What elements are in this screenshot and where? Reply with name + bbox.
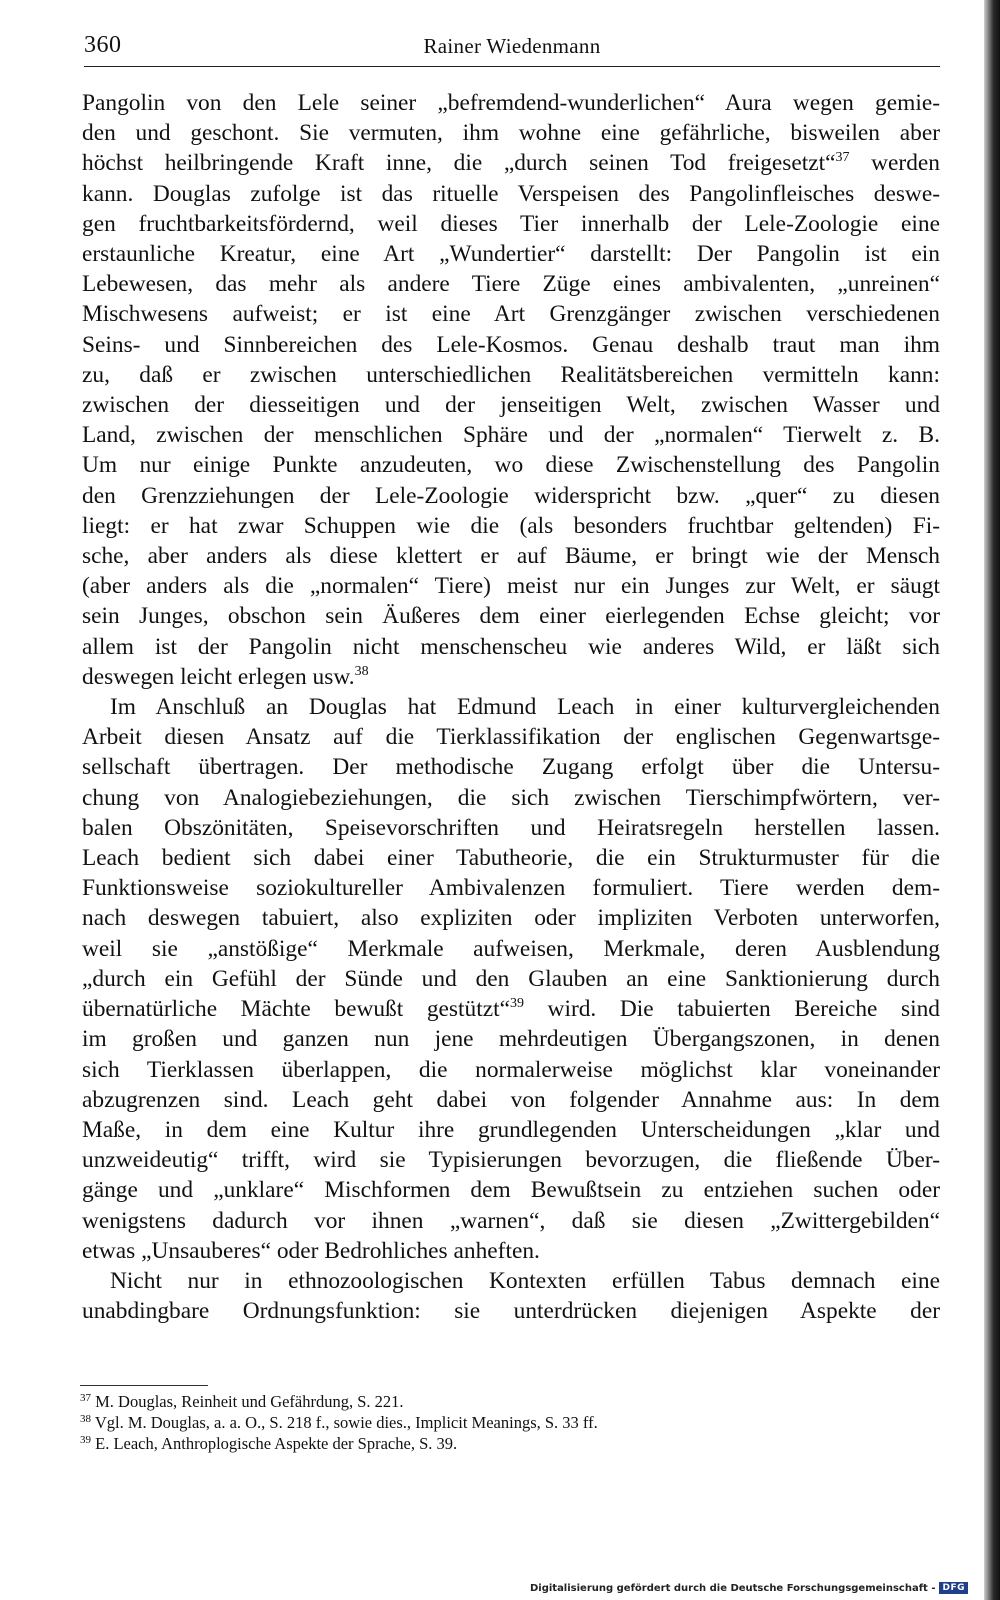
footnote-ref-38: 38 — [354, 663, 369, 679]
text-line: abzugrenzen sind. Leach geht dabei von folgender Annahme aus: In dem — [82, 1086, 940, 1113]
footnote-separator — [80, 1385, 208, 1386]
text-line: Maße, in dem eine Kultur ihre grundlegenden Unterscheidungen „klar und — [82, 1116, 940, 1143]
running-head: Rainer Wiedenmann — [423, 34, 601, 58]
text-line: zwischen der diesseitigen und der jenseitigen Welt, zwischen Wasser und — [82, 392, 940, 419]
footnote-text: M. Douglas, Reinheit und Gefährdung, S. 221. — [95, 1392, 404, 1411]
paragraph-2 — [82, 692, 940, 1266]
text-line: deswegen leicht erlegen usw.$^{38}$ — [82, 663, 369, 690]
footnote-ref-37: 37 — [835, 150, 850, 166]
footnote-number: 37 — [80, 1392, 91, 1404]
text-line: im großen und ganzen nun jene mehrdeutigen Übergangszonen, in denen — [82, 1026, 940, 1053]
text-line: Pangolin von den Lele seiner „befremdend-wunderlichen“ Aura wegen gemie- — [82, 90, 940, 116]
footnotes — [80, 1391, 840, 1454]
footnote-number: 39 — [80, 1434, 91, 1446]
text-line: Seins- und Sinnbereichen des Lele-Kosmos. Genau deshalb traut man ihm — [82, 331, 940, 358]
text-line: höchst heilbringende Kraft inne, die „durch seinen Tod freigesetzt“$^{37}$ werden — [82, 150, 940, 177]
text-line: den Grenzziehungen der Lele-Zoologie widerspricht bzw. „quer“ zu diesen — [82, 482, 940, 509]
paragraph-1 — [82, 88, 940, 692]
text-line: Um nur einige Punkte anzudeuten, wo diese Zwischenstellung des Pangolin — [82, 452, 940, 479]
text-line: sich Tierklassen überlappen, die normalerweise möglichst klar voneinander — [82, 1056, 940, 1083]
footnote-text: Vgl. M. Douglas, a. a. O., S. 218 f., sowie dies., Implicit Meanings, S. 33 ff. — [94, 1413, 598, 1432]
footnote-37 — [80, 1391, 840, 1412]
text-line: sellschaft übertragen. Der methodische Zugang erfolgt über die Untersu- — [82, 754, 940, 781]
dfg-logo: DFG — [939, 1582, 968, 1594]
text-line: Mischwesens aufweist; er ist eine Art Grenzgänger zwischen verschiedenen — [82, 301, 940, 328]
body-text — [82, 88, 940, 1326]
text-line: unabdingbare Ordnungsfunktion: sie unterdrücken diejenigen Aspekte der — [82, 1298, 940, 1325]
text-line: „durch ein Gefühl der Sünde und den Glauben an eine Sanktionierung durch — [82, 965, 940, 992]
text-line: allem ist der Pangolin nicht menschenscheu wie anderes Wild, er läßt sich — [82, 633, 940, 660]
text-line: Leach bedient sich dabei einer Tabutheorie, die ein Strukturmuster für die — [82, 845, 940, 872]
text-line: unzweideutig“ trifft, wird sie Typisierungen bevorzugen, die fließende Über- — [82, 1147, 940, 1174]
text-line: (aber anders als die „normalen“ Tiere) meist nur ein Junges zur Welt, er säugt — [82, 573, 940, 600]
text-line: kann. Douglas zufolge ist das rituelle Verspeisen des Pangolinfleisches deswe- — [82, 180, 940, 207]
text-line: übernatürliche Mächte bewußt gestützt“$^{39}$ wird. Die tabuierten Bereiche sind — [82, 996, 940, 1023]
paragraph-3 — [82, 1266, 940, 1326]
text-line: Nicht nur in ethnozoologischen Kontexten erfüllen Tabus demnach eine — [110, 1267, 940, 1294]
funding-note — [530, 1582, 968, 1594]
text-line: etwas „Unsauberes“ oder Bedrohliches anheften. — [82, 1237, 540, 1264]
text-line: nach deswegen tabuiert, also expliziten oder impliziten Verboten unterworfen, — [82, 905, 940, 932]
text-line: wenigstens dadurch vor ihnen „warnen“, daß sie diesen „Zwittergebilden“ — [82, 1207, 940, 1234]
text-line: chung von Analogiebeziehungen, die sich zwischen Tierschimpfwörtern, ver- — [82, 784, 940, 811]
text-line: gänge und „unklare“ Mischformen dem Bewußtsein zu entziehen suchen oder — [82, 1177, 940, 1204]
text-line: erstaunliche Kreatur, eine Art „Wundertier“ darstellt: Der Pangolin ist ein — [82, 241, 940, 268]
footnote-ref-39: 39 — [509, 996, 524, 1012]
footnote-number: 38 — [80, 1413, 91, 1425]
text-line: Arbeit diesen Ansatz auf die Tierklassifikation der englischen Gegenwartsge- — [82, 724, 940, 751]
funding-text: Digitalisierung gefördert durch die Deutsche Forschungsgemeinschaft - — [529, 1582, 936, 1594]
text-line: sein Junges, obschon sein Äußeres dem einer eierlegenden Echse gleicht; vor — [82, 603, 940, 630]
text-line: Im Anschluß an Douglas hat Edmund Leach in einer kulturvergleichenden — [110, 694, 940, 721]
page-number: 360 — [84, 32, 122, 58]
footnote-39 — [80, 1433, 840, 1454]
text-line: den und geschont. Sie vermuten, ihm wohne eine gefährliche, bisweilen aber — [82, 120, 940, 147]
text-line: Lebewesen, das mehr als andere Tiere Züge eines ambivalenten, „unreinen“ — [82, 271, 940, 298]
footnote-text: E. Leach, Anthroplogische Aspekte der Sprache, S. 39. — [95, 1434, 458, 1453]
text-line: Land, zwischen der menschlichen Sphäre und der „normalen“ Tierwelt z. B. — [82, 422, 940, 449]
page-header — [84, 30, 940, 67]
text-line: gen fruchtbarkeitsfördernd, weil dieses Tier innerhalb der Lele-Zoologie eine — [82, 210, 940, 237]
text-line: weil sie „anstößige“ Merkmale aufweisen, Merkmale, deren Ausblendung — [82, 935, 940, 962]
text-line: balen Obszönitäten, Speisevorschriften und Heiratsregeln herstellen lassen. — [82, 814, 940, 841]
text-line: sche, aber anders als diese klettert er auf Bäume, er bringt wie der Mensch — [82, 543, 940, 570]
text-line: zu, daß er zwischen unterschiedlichen Realitätsbereichen vermitteln kann: — [82, 361, 940, 388]
footnote-38 — [80, 1412, 840, 1433]
text-line: Funktionsweise soziokultureller Ambivalenzen formuliert. Tiere werden dem- — [82, 875, 940, 902]
text-line: liegt: er hat zwar Schuppen wie die (als besonders fruchtbar geltenden) Fi- — [82, 512, 940, 539]
page-edge-shadow — [984, 0, 1000, 1600]
